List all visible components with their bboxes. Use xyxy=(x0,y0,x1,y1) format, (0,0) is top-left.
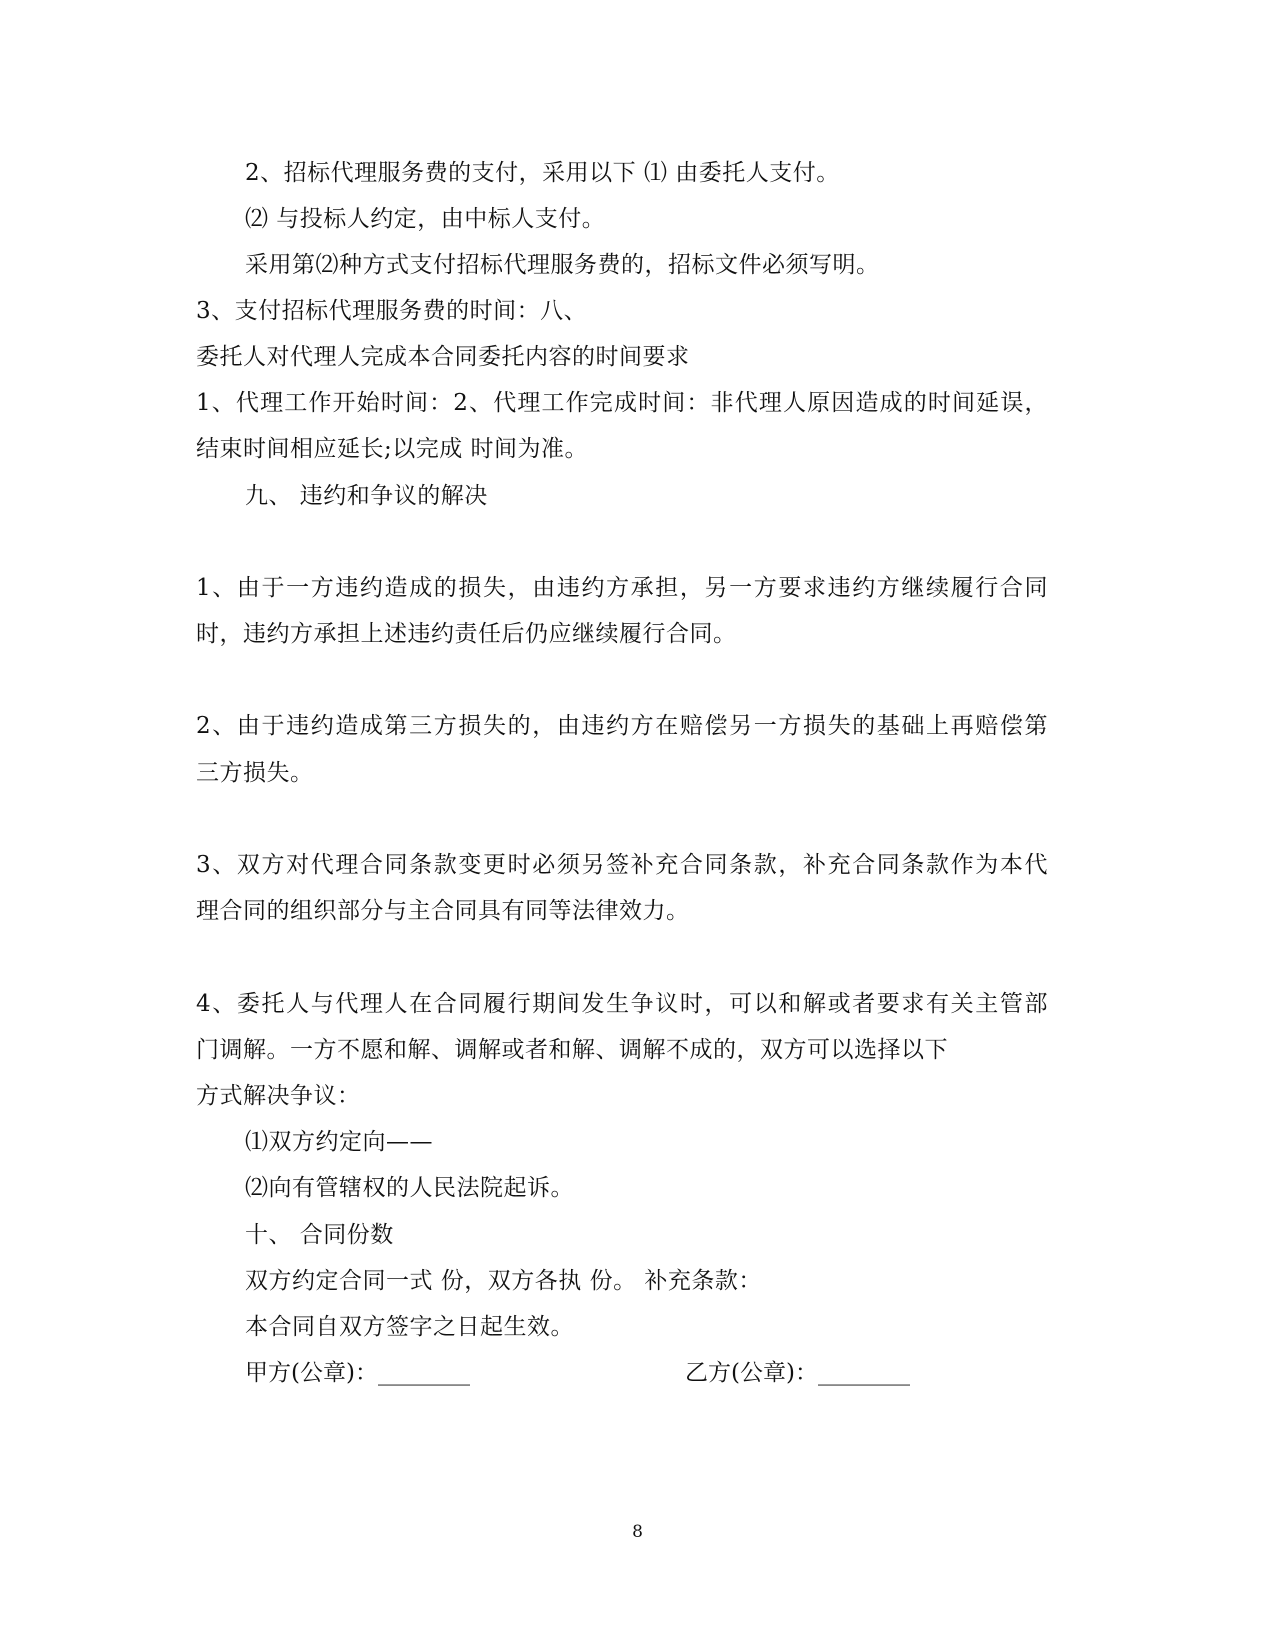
section-10-heading: 十、 合同份数 xyxy=(245,1222,394,1248)
clause-9-3-line-1: 3、双方对代理合同条款变更时必须另签补充合同条款，补充合同条款作为本代 xyxy=(196,852,1048,878)
clause-9-4-line-1: 4、委托人与代理人在合同履行期间发生争议时，可以和解或者要求有关主管部 xyxy=(196,991,1048,1017)
copies-line: 双方约定合同一式 份，双方各执 份。 补充条款： xyxy=(245,1268,762,1294)
clause-9-3-line-2: 理合同的组织部分与主合同具有同等法律效力。 xyxy=(196,898,690,924)
page-number: 8 xyxy=(632,1522,643,1542)
clause-8-2-note: 采用第⑵种方式支付招标代理服务费的，招标文件必须写明。 xyxy=(245,252,880,278)
clause-time-line-1: 1、代理工作开始时间：2、代理工作完成时间：非代理人原因造成的时间延误， xyxy=(196,390,1048,416)
clause-9-4-line-3: 方式解决争议： xyxy=(196,1083,361,1109)
clause-9-1-line-2: 时，违约方承担上述违约责任后仍应继续履行合同。 xyxy=(196,621,737,647)
party-b-signature: 乙方(公章)：________ xyxy=(685,1360,910,1386)
section-8-heading: 委托人对代理人完成本合同委托内容的时间要求 xyxy=(196,344,690,370)
section-9-heading: 九、 违约和争议的解决 xyxy=(245,483,488,509)
clause-9-2-line-2: 三方损失。 xyxy=(196,760,314,786)
effective-line: 本合同自双方签字之日起生效。 xyxy=(245,1314,574,1340)
clause-9-4-line-2: 门调解。一方不愿和解、调解或者和解、调解不成的，双方可以选择以下 xyxy=(196,1037,948,1063)
clause-time-line-2: 结束时间相应延长;以完成 时间为准。 xyxy=(196,436,589,462)
clause-8-2-option-2: ⑵ 与投标人约定，由中标人支付。 xyxy=(245,206,606,232)
party-a-signature: 甲方(公章)：________ xyxy=(245,1360,470,1386)
dispute-option-2: ⑵向有管辖权的人民法院起诉。 xyxy=(245,1175,574,1201)
clause-8-2-line: 2、招标代理服务费的支付，采用以下 ⑴ 由委托人支付。 xyxy=(245,160,840,186)
clause-8-3-line: 3、支付招标代理服务费的时间：八、 xyxy=(196,298,588,324)
clause-9-2-line-1: 2、由于违约造成第三方损失的，由违约方在赔偿另一方损失的基础上再赔偿第 xyxy=(196,713,1048,739)
dispute-option-1: ⑴双方约定向—— xyxy=(245,1129,433,1155)
clause-9-1-line-1: 1、由于一方违约造成的损失，由违约方承担，另一方要求违约方继续履行合同 xyxy=(196,575,1048,601)
